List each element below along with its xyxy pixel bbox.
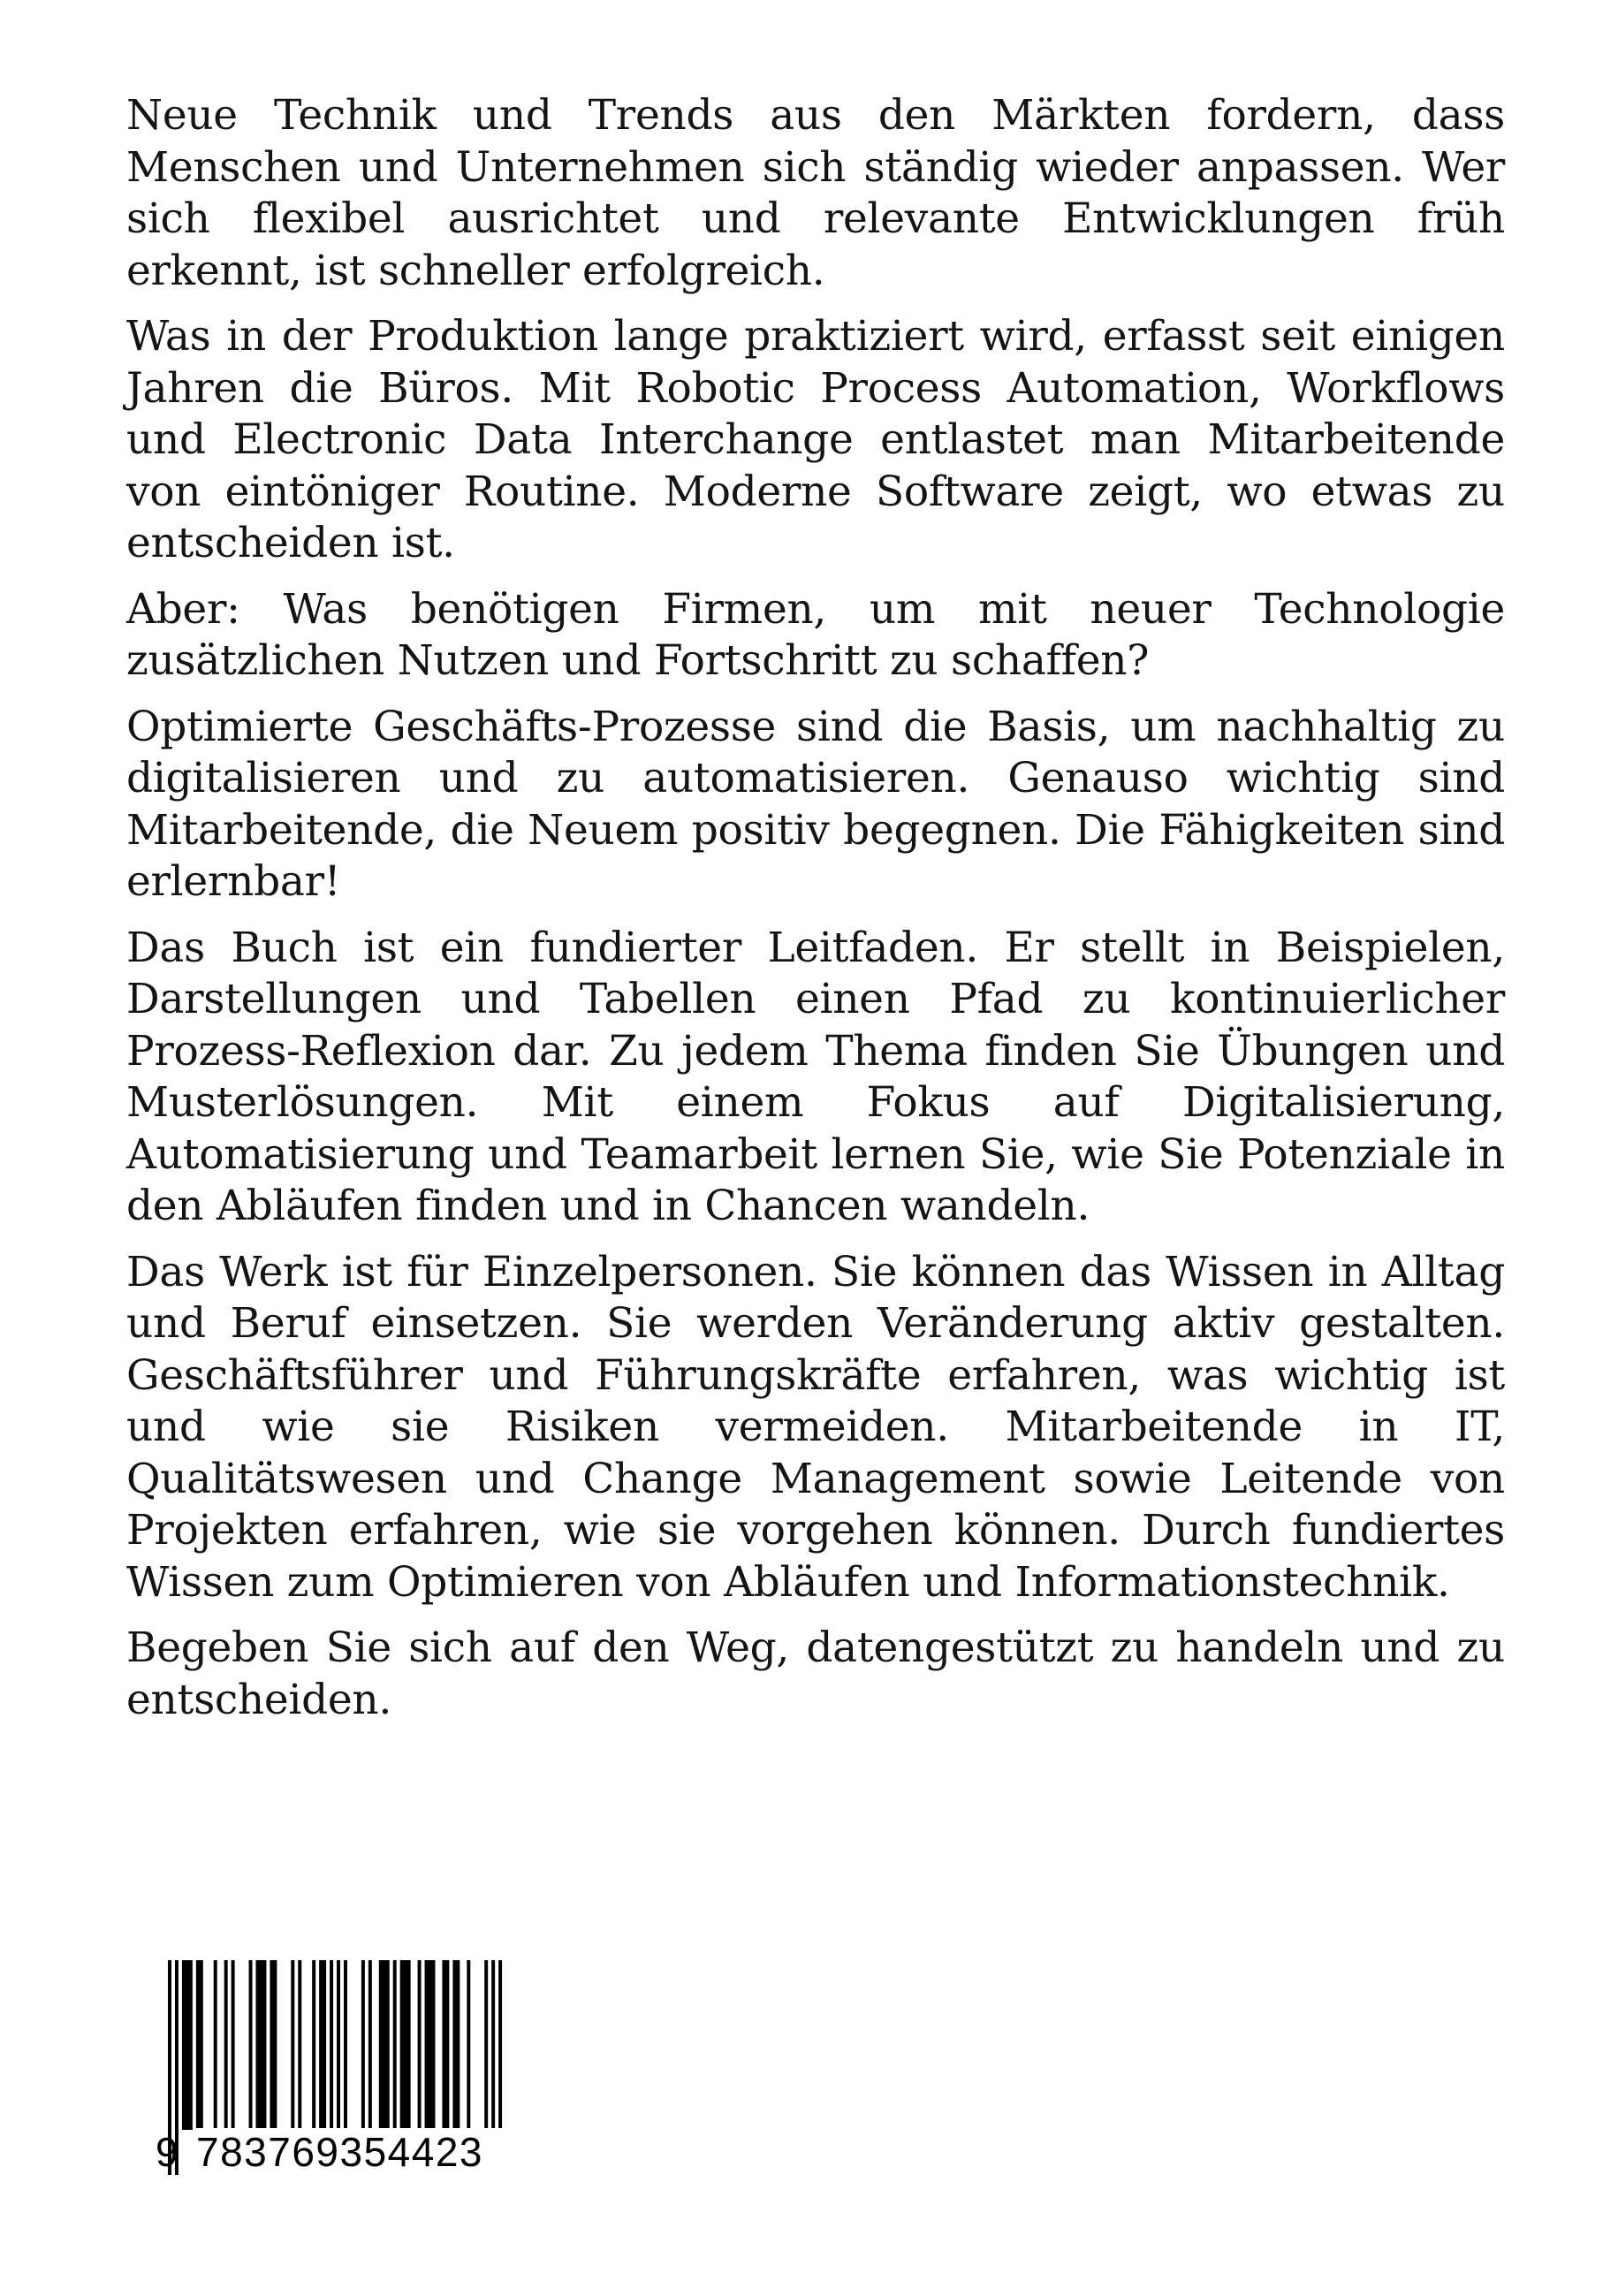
- barcode-bar: [484, 1960, 488, 2130]
- blurb-paragraph-5: Das Buch ist ein fundierter Leitfaden. Er stellt in Beispielen, Darstellungen und Tabellen einen Pfad zu kontinuierlicher Prozess-Reflexion dar. Zu jedem Thema finden Sie Übungen und Musterlösungen. Mit einem Fokus auf Digitalisierung, Automatisierung und Teamarbeit lernen Sie, wie Sie Potenziale in den Abläufen finden und in Chancen wandeln.: [126, 923, 1505, 1230]
- barcode-bar: [196, 1960, 203, 2130]
- isbn-digits: 783769354423: [193, 2128, 507, 2176]
- barcode-bar: [400, 1960, 411, 2130]
- barcode-bar: [361, 1960, 365, 2130]
- barcode-bar: [182, 1960, 193, 2130]
- barcode-bar: [249, 1960, 253, 2130]
- barcode-bar: [312, 1960, 315, 2130]
- barcode-bar: [214, 1960, 217, 2130]
- blurb-paragraph-7: Begeben Sie sich auf den Weg, datengestützt zu handeln und zu entscheiden.: [126, 1623, 1505, 1724]
- blurb-paragraph-2: Was in der Produktion lange praktiziert wird, erfasst seit einigen Jahren die Büros. Mit Robotic Process Automation, Workflows und Electronic Data Interchange entlastet man Mitarbeitende von eintöniger Routine. Moderne Software zeigt, wo etwas zu entscheiden ist.: [126, 312, 1505, 567]
- barcode-bar: [393, 1960, 397, 2130]
- back-cover-blurb: [126, 90, 1505, 1740]
- isbn-lead-digit: 9: [156, 2129, 179, 2175]
- barcode-bar: [232, 1960, 235, 2130]
- barcode-bar: [379, 1960, 390, 2130]
- barcode-bar: [256, 1960, 267, 2130]
- blurb-paragraph-1: Neue Technik und Trends aus den Märkten fordern, dass Menschen und Unternehmen sich ständig wieder anpassen. Wer sich flexibel ausrichtet und relevante Entwicklungen früh erkennt, ist schneller erfolgreich.: [126, 91, 1505, 295]
- barcode-bar: [291, 1960, 294, 2130]
- barcode-bar: [418, 1960, 422, 2130]
- barcode-bar: [452, 1960, 460, 2130]
- barcode-bar: [425, 1960, 436, 2130]
- barcode-bar: [368, 1960, 372, 2130]
- barcode-bar: [319, 1960, 326, 2130]
- barcode-bar: [467, 1960, 470, 2130]
- barcode-bar: [344, 1960, 347, 2130]
- blurb-paragraph-3: Aber: Was benötigen Firmen, um mit neuer Technologie zusätzlichen Nutzen und Fortschritt zu schaffen?: [126, 584, 1505, 685]
- barcode-bar: [298, 1960, 301, 2130]
- barcode-bar: [224, 1960, 228, 2130]
- barcode-bar: [270, 1960, 277, 2130]
- isbn-number: [154, 2129, 507, 2175]
- blurb-paragraph-4: Optimierte Geschäfts-Prozesse sind die Basis, um nachhaltig zu digitalisieren und zu automatisieren. Genauso wichtig sind Mitarbeitende, die Neuem positiv begegnen. Die Fähigkeiten sind erlernbar!: [126, 702, 1505, 906]
- barcode-bar: [442, 1960, 449, 2130]
- blurb-paragraph-6: Das Werk ist für Einzelpersonen. Sie können das Wissen in Alltag und Beruf einsetzen. Sie werden Veränderung aktiv gestalten. Geschäftsführer und Führungskräfte erfahren, was wichtig ist und wie sie Risiken vermeiden. Mitarbeitende in IT, Qualitätswesen und Change Management sowie Leitende von Projekten erfahren, wie sie vorgehen können. Durch fundiertes Wissen zum Optimieren von Abläufen und Informationstechnik.: [126, 1247, 1505, 1607]
